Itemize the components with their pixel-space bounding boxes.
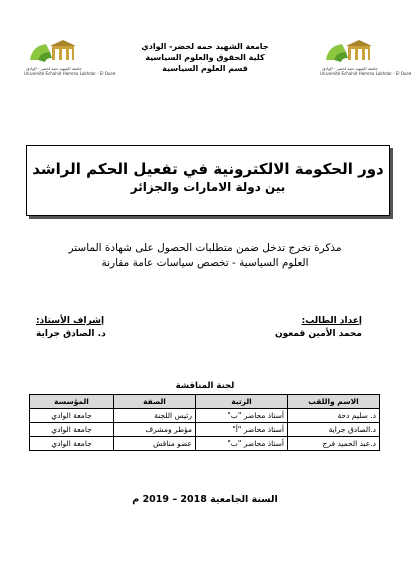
- column-header-role: الصفة: [114, 395, 196, 409]
- logo-caption-latin: Université Echahid Hamma Lakhdar - El Oued: [320, 71, 411, 76]
- logo-caption-latin: Université Echahid Hamma Lakhdar - El Oued: [24, 71, 116, 76]
- cell-role: عضو مناقش: [114, 437, 196, 451]
- cell-rank: أستاذ محاضر "أ": [196, 423, 288, 437]
- thesis-description: [30, 241, 380, 271]
- logo-caption-arabic: جامعة الشهيد حمه لخضر - الوادي: [322, 66, 378, 71]
- student-label: إعداد الطالب:: [301, 316, 362, 326]
- department-name: قسم العلوم السياسية: [162, 64, 248, 73]
- cell-institution: جامعة الوادي: [30, 437, 114, 451]
- committee-table: [29, 394, 380, 451]
- student-name: محمد الأمين قمعون: [274, 329, 362, 339]
- thesis-title-line2: بين دولة الامارات والجزائر: [130, 180, 286, 194]
- table-row: [30, 423, 380, 437]
- cell-name: د.الصادق جراية: [288, 423, 380, 437]
- description-line2: العلوم السياسية - تخصص سياسات عامة مقارنة: [101, 257, 309, 269]
- table-header-row: [30, 395, 380, 409]
- table-row: [30, 437, 380, 451]
- column-header-institution: المؤسسة: [30, 395, 114, 409]
- cell-institution: جامعة الوادي: [30, 423, 114, 437]
- cell-rank: أستاذ محاضر "ب": [196, 437, 288, 451]
- committee-title: لجنة المناقشة: [175, 381, 235, 391]
- column-header-rank: الرتبة: [196, 395, 288, 409]
- thesis-title-box: [26, 145, 390, 216]
- supervisor-name: د. الصادق جراية: [36, 329, 106, 339]
- university-emblem-icon: [24, 38, 84, 66]
- cell-name: د.عبد الحميد فرج: [288, 437, 380, 451]
- cell-rank: أستاذ محاضر "ب": [196, 409, 288, 423]
- column-header-name: الاسم واللقب: [288, 395, 380, 409]
- cell-role: مؤطر ومشرف: [114, 423, 196, 437]
- institution-header: [90, 41, 320, 74]
- university-logo-right: [320, 38, 411, 80]
- university-name: جامعة الشهيد حمه لخضر- الوادي: [141, 42, 269, 51]
- faculty-name: كلية الحقوق والعلوم السياسية: [145, 53, 265, 62]
- university-emblem-icon: [320, 38, 380, 66]
- thesis-title-line1: دور الحكومة الالكترونية في تفعيل الحكم الراشد: [32, 160, 384, 178]
- table-row: [30, 409, 380, 423]
- academic-year: السنة الجامعية 2018 – 2019 م: [132, 494, 278, 505]
- description-line1: مذكرة تخرج تدخل ضمن متطلبات الحصول على شهادة الماستر: [68, 242, 342, 254]
- supervisor-label: إشراف الأستاذ:: [36, 316, 105, 326]
- logo-caption-arabic: جامعة الشهيد حمه لخضر - الوادي: [26, 66, 82, 71]
- cell-name: د. سليم دحة: [288, 409, 380, 423]
- university-logo-left: [24, 38, 116, 80]
- cell-role: رئيس اللجنة: [114, 409, 196, 423]
- cell-institution: جامعة الوادي: [30, 409, 114, 423]
